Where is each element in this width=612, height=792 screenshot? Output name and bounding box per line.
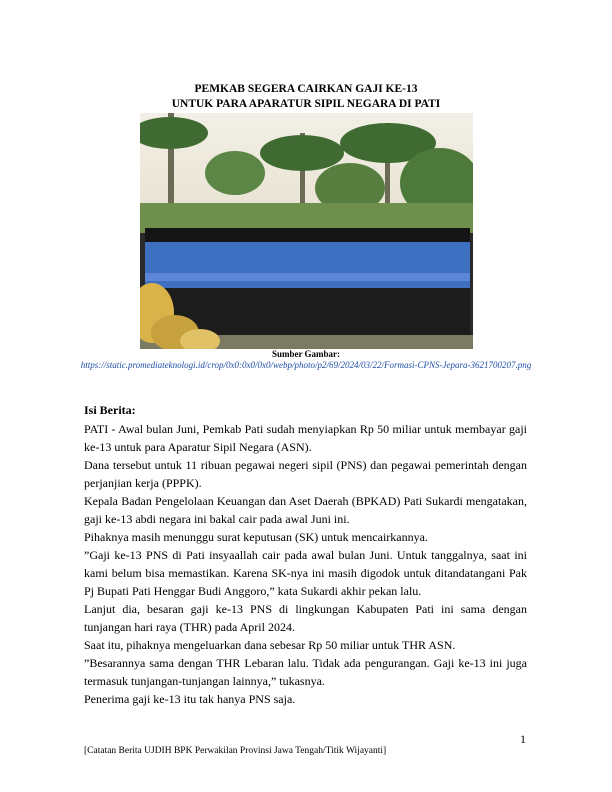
article-body — [84, 420, 527, 708]
paragraph: ”Besarannya sama dengan THR Lebaran lalu. Tidak ada pengurangan. Gaji ke-13 ini juga termasuk tunjangan-tunjangan lainnya,” tukasnya. — [84, 656, 527, 688]
photo-illustration — [140, 113, 473, 349]
paragraph: Lanjut dia, besaran gaji ke-13 PNS di lingkungan Kabupaten Pati ini sama dengan tunjangan hari raya (THR) pada April 2024. — [84, 602, 527, 634]
title-line-2: UNTUK PARA APARATUR SIPIL NEGARA DI PATI — [171, 98, 441, 110]
footer-note: [Catatan Berita UJDIH BPK Perwakilan Provinsi Jawa Tengah/Titik Wijayanti] — [84, 746, 387, 756]
paragraph: Pihaknya masih menunggu surat keputusan (SK) untuk mencairkannya. — [84, 530, 428, 544]
image-source-link[interactable]: https://static.promediateknologi.id/crop/0x0:0x0/0x0/webp/photo/p2/69/2024/03/22/Formasi-CPNS-Jepara-3621700207.png — [80, 360, 532, 370]
image-caption-label: Sumber Gambar: — [271, 349, 341, 359]
news-photo — [140, 113, 473, 349]
article-title — [0, 82, 612, 112]
paragraph: PATI - Awal bulan Juni, Pemkab Pati sudah menyiapkan Rp 50 miliar untuk membayar gaji ke-13 untuk para Aparatur Sipil Negara (ASN). — [84, 422, 527, 454]
paragraph: ”Gaji ke-13 PNS di Pati insyaallah cair pada awal bulan Juni. Untuk tanggalnya, saat ini kami belum bisa memastikan. Karena SK-nya ini masih digodok untuk ditandatangani Pak Pj Bupati Pati Henggar Budi Anggoro,” kata Sukardi akhir pekan lalu. — [84, 548, 527, 598]
paragraph: Kepala Badan Pengelolaan Keuangan dan Aset Daerah (BPKAD) Pati Sukardi mengatakan, gaji ke-13 abdi negara ini bakal cair pada awal Juni ini. — [84, 494, 527, 526]
section-heading: Isi Berita: — [84, 403, 136, 417]
title-line-1: PEMKAB SEGERA CAIRKAN GAJI KE-13 — [194, 83, 418, 95]
page-number: 1 — [520, 732, 526, 746]
paragraph: Penerima gaji ke-13 itu tak hanya PNS saja. — [84, 692, 296, 706]
paragraph: Saat itu, pihaknya mengeluarkan dana sebesar Rp 50 miliar untuk THR ASN. — [84, 638, 456, 652]
paragraph: Dana tersebut untuk 11 ribuan pegawai negeri sipil (PNS) dan pegawai pemerintah dengan perjanjian kerja (PPPK). — [84, 458, 527, 490]
